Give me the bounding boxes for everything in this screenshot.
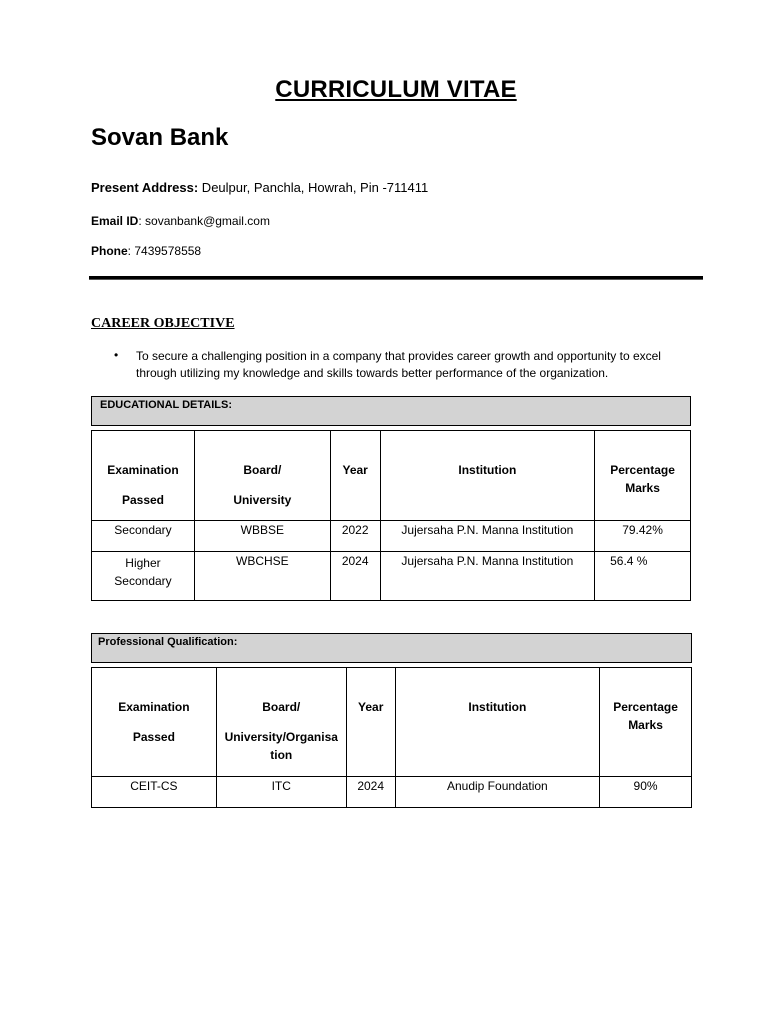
cell-exam: Higher Secondary [92, 552, 195, 601]
header-year: Year [330, 431, 380, 521]
page-title: CURRICULUM VITAE [275, 76, 517, 103]
address-value: Deulpur, Panchla, Howrah, Pin -711411 [198, 180, 429, 195]
cell-institution: Jujersaha P.N. Manna Institution [380, 521, 594, 552]
cell-institution: Anudip Foundation [395, 777, 599, 808]
table-header-row [92, 431, 691, 521]
cell-percentage: 90% [600, 777, 692, 808]
cell-board: ITC [216, 777, 346, 808]
address-line: Present Address: Deulpur, Panchla, Howrah, Pin -711411 [91, 180, 429, 195]
professional-heading-band [91, 633, 692, 663]
email-line: Email ID: sovanbank@gmail.com [91, 214, 270, 228]
email-label: Email ID [91, 214, 139, 228]
professional-table [91, 667, 692, 808]
header-percentage: Percentage Marks [595, 431, 691, 521]
cell-exam: Secondary [92, 521, 195, 552]
phone-line: Phone: 7439578558 [91, 244, 202, 258]
address-label: Present Address [91, 180, 194, 195]
cell-board: WBCHSE [194, 552, 330, 601]
cell-year: 2024 [330, 552, 380, 601]
header-year: Year [346, 668, 395, 777]
cell-board: WBBSE [194, 521, 330, 552]
table-row [92, 552, 691, 601]
header-institution: Institution [395, 668, 599, 777]
table-row [92, 777, 692, 808]
header-institution: Institution [380, 431, 594, 521]
table-row [92, 521, 691, 552]
header-percentage: Percentage Marks [600, 668, 692, 777]
education-heading-band [91, 396, 691, 426]
cell-exam: CEIT-CS [92, 777, 217, 808]
candidate-name: Sovan Bank [91, 124, 229, 151]
header-exam: Examination Passed [92, 668, 217, 777]
table-header-row [92, 668, 692, 777]
education-table [91, 430, 691, 601]
cell-year: 2022 [330, 521, 380, 552]
career-objective-heading: CAREER OBJECTIVE [91, 316, 235, 331]
cell-percentage: 56.4 % [595, 552, 691, 601]
cell-percentage: 79.42% [595, 521, 691, 552]
cell-institution: Jujersaha P.N. Manna Institution [380, 552, 594, 601]
bullet-icon: • [114, 348, 119, 362]
phone-value: 7439578558 [131, 244, 202, 258]
email-value: sovanbank@gmail.com [141, 214, 270, 228]
header-divider [89, 276, 703, 280]
cell-year: 2024 [346, 777, 395, 808]
career-objective-text: To secure a challenging position in a company that provides career growth and opportunity to excel through utilizing my knowledge and skills towards better performance of the organization. [136, 349, 661, 380]
header-board: Board/ University [194, 431, 330, 521]
education-heading: EDUCATIONAL DETAILS: [100, 399, 232, 411]
phone-label: Phone [91, 244, 128, 258]
professional-heading: Professional Qualification: [98, 636, 238, 648]
header-exam: Examination Passed [92, 431, 195, 521]
header-board: Board/ University/Organisa tion [216, 668, 346, 777]
